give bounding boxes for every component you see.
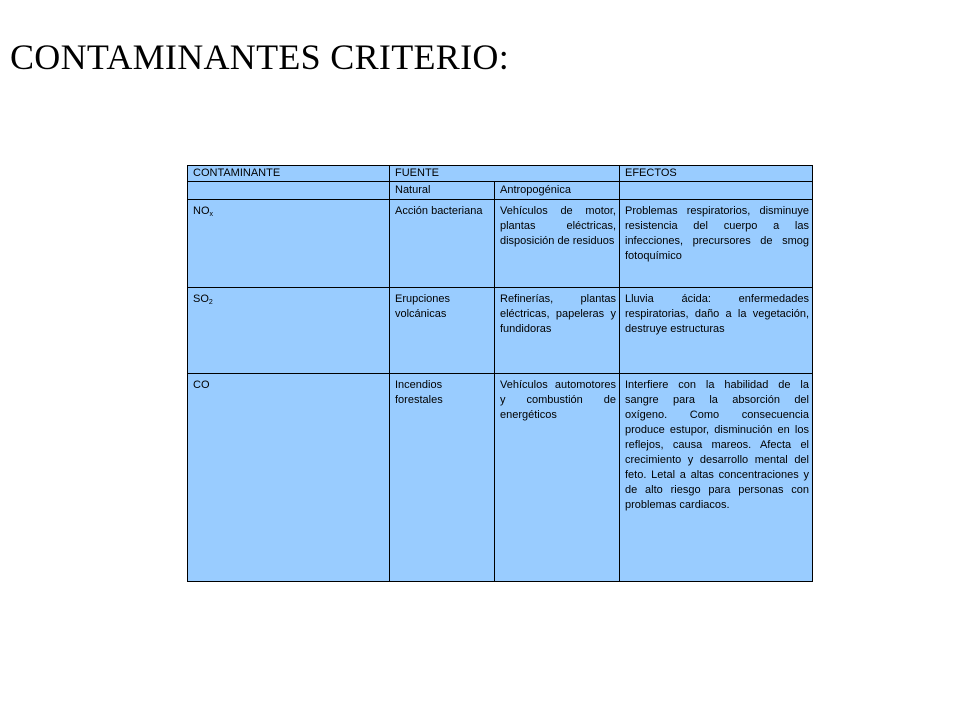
contaminant-subscript: 2 xyxy=(208,299,213,306)
contaminant-name: CO xyxy=(193,379,210,391)
anthropogenic-source-cell: Vehículos automotores y combustión de energéticos xyxy=(495,374,620,582)
natural-source-cell: Erupciones volcánicas xyxy=(390,288,495,374)
subheader-empty xyxy=(188,182,390,200)
header-effects: EFECTOS xyxy=(620,166,813,182)
contaminant-name: NO xyxy=(193,205,210,217)
header-source: FUENTE xyxy=(390,166,620,182)
natural-source-cell: Acción bacteriana xyxy=(390,200,495,288)
table-subheader-row xyxy=(188,182,813,200)
table-row xyxy=(188,200,813,288)
contaminant-name: SO xyxy=(193,293,209,305)
effects-cell: Problemas respiratorios, disminuye resistencia del cuerpo a las infecciones, precursores de smog fotoquímico xyxy=(620,200,813,288)
contaminant-cell xyxy=(188,200,390,288)
effects-cell: Interfiere con la habilidad de la sangre para la absorción del oxígeno. Como consecuencia produce estupor, disminución en los reflejos, causa mareos. Afecta el crecimiento y desarrollo mental del feto. Letal a altas concentraciones y de alto riesgo para personas con problemas cardiacos. xyxy=(620,374,813,582)
table-row xyxy=(188,374,813,582)
anthropogenic-source-cell: Refinerías, plantas eléctricas, papeleras y fundidoras xyxy=(495,288,620,374)
table-row xyxy=(188,288,813,374)
natural-source-cell: Incendios forestales xyxy=(390,374,495,582)
contaminant-cell xyxy=(188,374,390,582)
subheader-effects-empty xyxy=(620,182,813,200)
subheader-anthropogenic: Antropogénica xyxy=(495,182,620,200)
subheader-natural: Natural xyxy=(390,182,495,200)
contaminant-cell xyxy=(188,288,390,374)
header-contaminant: CONTAMINANTE xyxy=(188,166,390,182)
anthropogenic-source-cell: Vehículos de motor, plantas eléctricas, disposición de residuos xyxy=(495,200,620,288)
effects-cell: Lluvia ácida: enfermedades respiratorias, daño a la vegetación, destruye estructuras xyxy=(620,288,813,374)
page-title: CONTAMINANTES CRITERIO: xyxy=(10,37,509,77)
table-header-row xyxy=(188,166,813,182)
contaminant-subscript: x xyxy=(209,211,213,218)
pollutants-table xyxy=(187,165,813,582)
